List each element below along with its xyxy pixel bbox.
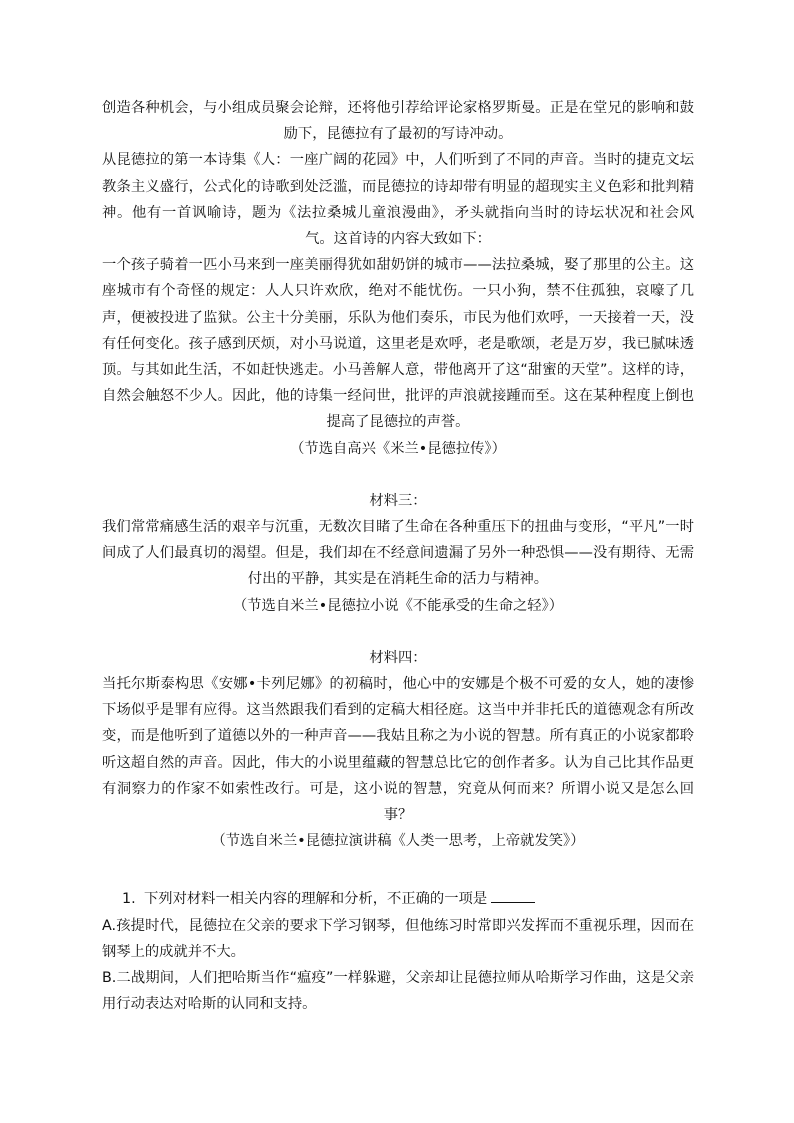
question-block	[102, 886, 694, 1017]
section-spacer	[102, 619, 694, 645]
material2-paragraph-2: 从昆德拉的第一本诗集《人：一座广阔的花园》中，人们听到了不同的声音。当时的捷克文坛教条主义盛行，公式化的诗歌到处泛滥，而昆德拉的诗却带有明显的超现实主义色彩和批判精神。他有一首讽喻诗，题为《法拉桑城儿童浪漫曲》，矛头就指向当时的诗坛状况和社会风气。这首诗的内容大致如下：	[102, 152, 694, 248]
material3-heading: 材料三：	[369, 492, 427, 509]
section-spacer	[102, 462, 694, 488]
material2-source: （节选自高兴《米兰•昆德拉传》）	[290, 440, 506, 457]
material2-paragraph-3: 一个孩子骑着一匹小马来到一座美丽得犹如甜奶饼的城市——法拉桑城，娶了那里的公主。这座城市有个奇怪的规定：人人只许欢欣，绝对不能忧伤。一只小狗，禁不住孤独，哀嚎了几声，便被投进了监狱。公主十分美丽，乐队为他们奏乐，市民为他们欢呼，一天接着一天，没有任何变化。孩子感到厌烦，对小马说道，这里老是欢呼，老是歌颂，老是万岁，我已腻味透顶。与其如此生活，不如赶快逃走。小马善解人意，带他离开了这“甜蜜的天堂”。这样的诗，自然会触怒不少人。因此，他的诗集一经问世，批评的声浪就接踵而至。这在某种程度上倒也提高了昆德拉的声誉。	[102, 257, 694, 431]
material4-paragraph: 当托尔斯泰构思《安娜•卡列尼娜》的初稿时，他心中的安娜是个极不可爱的女人，她的凄惨下场似乎是罪有应得。这当然跟我们看到的定稿大相径庭。这当中并非托氏的道德观念有所改变，而是他听到了道德以外的一种声音——我姑且称之为小说的智慧。所有真正的小说家都聆听这超自然的声音。因此，伟大的小说里蕴藏的智慧总比它的创作者多。认为自己比其作品更有洞察力的作家不如索性改行。可是，这小说的智慧，究竟从何而来？所谓小说又是怎么回事？	[102, 676, 694, 824]
material3-source: （节选自米兰•昆德拉小说《不能承受的生命之轻》）	[232, 597, 564, 614]
question-number: 1.	[122, 891, 136, 908]
material4-heading: 材料四：	[369, 649, 427, 666]
question-stem: 下列对材料一相关内容的理解和分析，不正确的一项是	[144, 891, 488, 908]
option-a: A.孩提时代，昆德拉在父亲的要求下学习钢琴，但他练习时常即兴发挥而不重视乐理，因而在钢琴上的成就并不大。	[102, 917, 694, 960]
option-b: B.二战期间，人们把哈斯当作“瘟疫”一样躲避，父亲却让昆德拉师从哈斯学习作曲，这是父亲用行动表达对哈斯的认同和支持。	[102, 970, 694, 1013]
material4-source: （节选自米兰•昆德拉演讲稿《人类一思考，上帝就发笑》）	[211, 833, 585, 850]
material2-paragraph-1: 创造各种机会，与小组成员聚会论辩，还将他引荐给评论家格罗斯曼。正是在堂兄的影响和鼓励下，昆德拉有了最初的写诗冲动。	[102, 100, 694, 143]
material3-paragraph: 我们常常痛感生活的艰辛与沉重，无数次目睹了生命在各种重压下的扭曲与变形，“平凡”一时间成了人们最真切的渴望。但是，我们却在不经意间遗漏了另外一种恐惧——没有期待、无需付出的平静，其实是在消耗生命的活力与精神。	[102, 519, 694, 588]
document-page	[102, 95, 694, 1018]
question-stem-line	[102, 886, 694, 912]
answer-blank[interactable]	[491, 888, 535, 903]
